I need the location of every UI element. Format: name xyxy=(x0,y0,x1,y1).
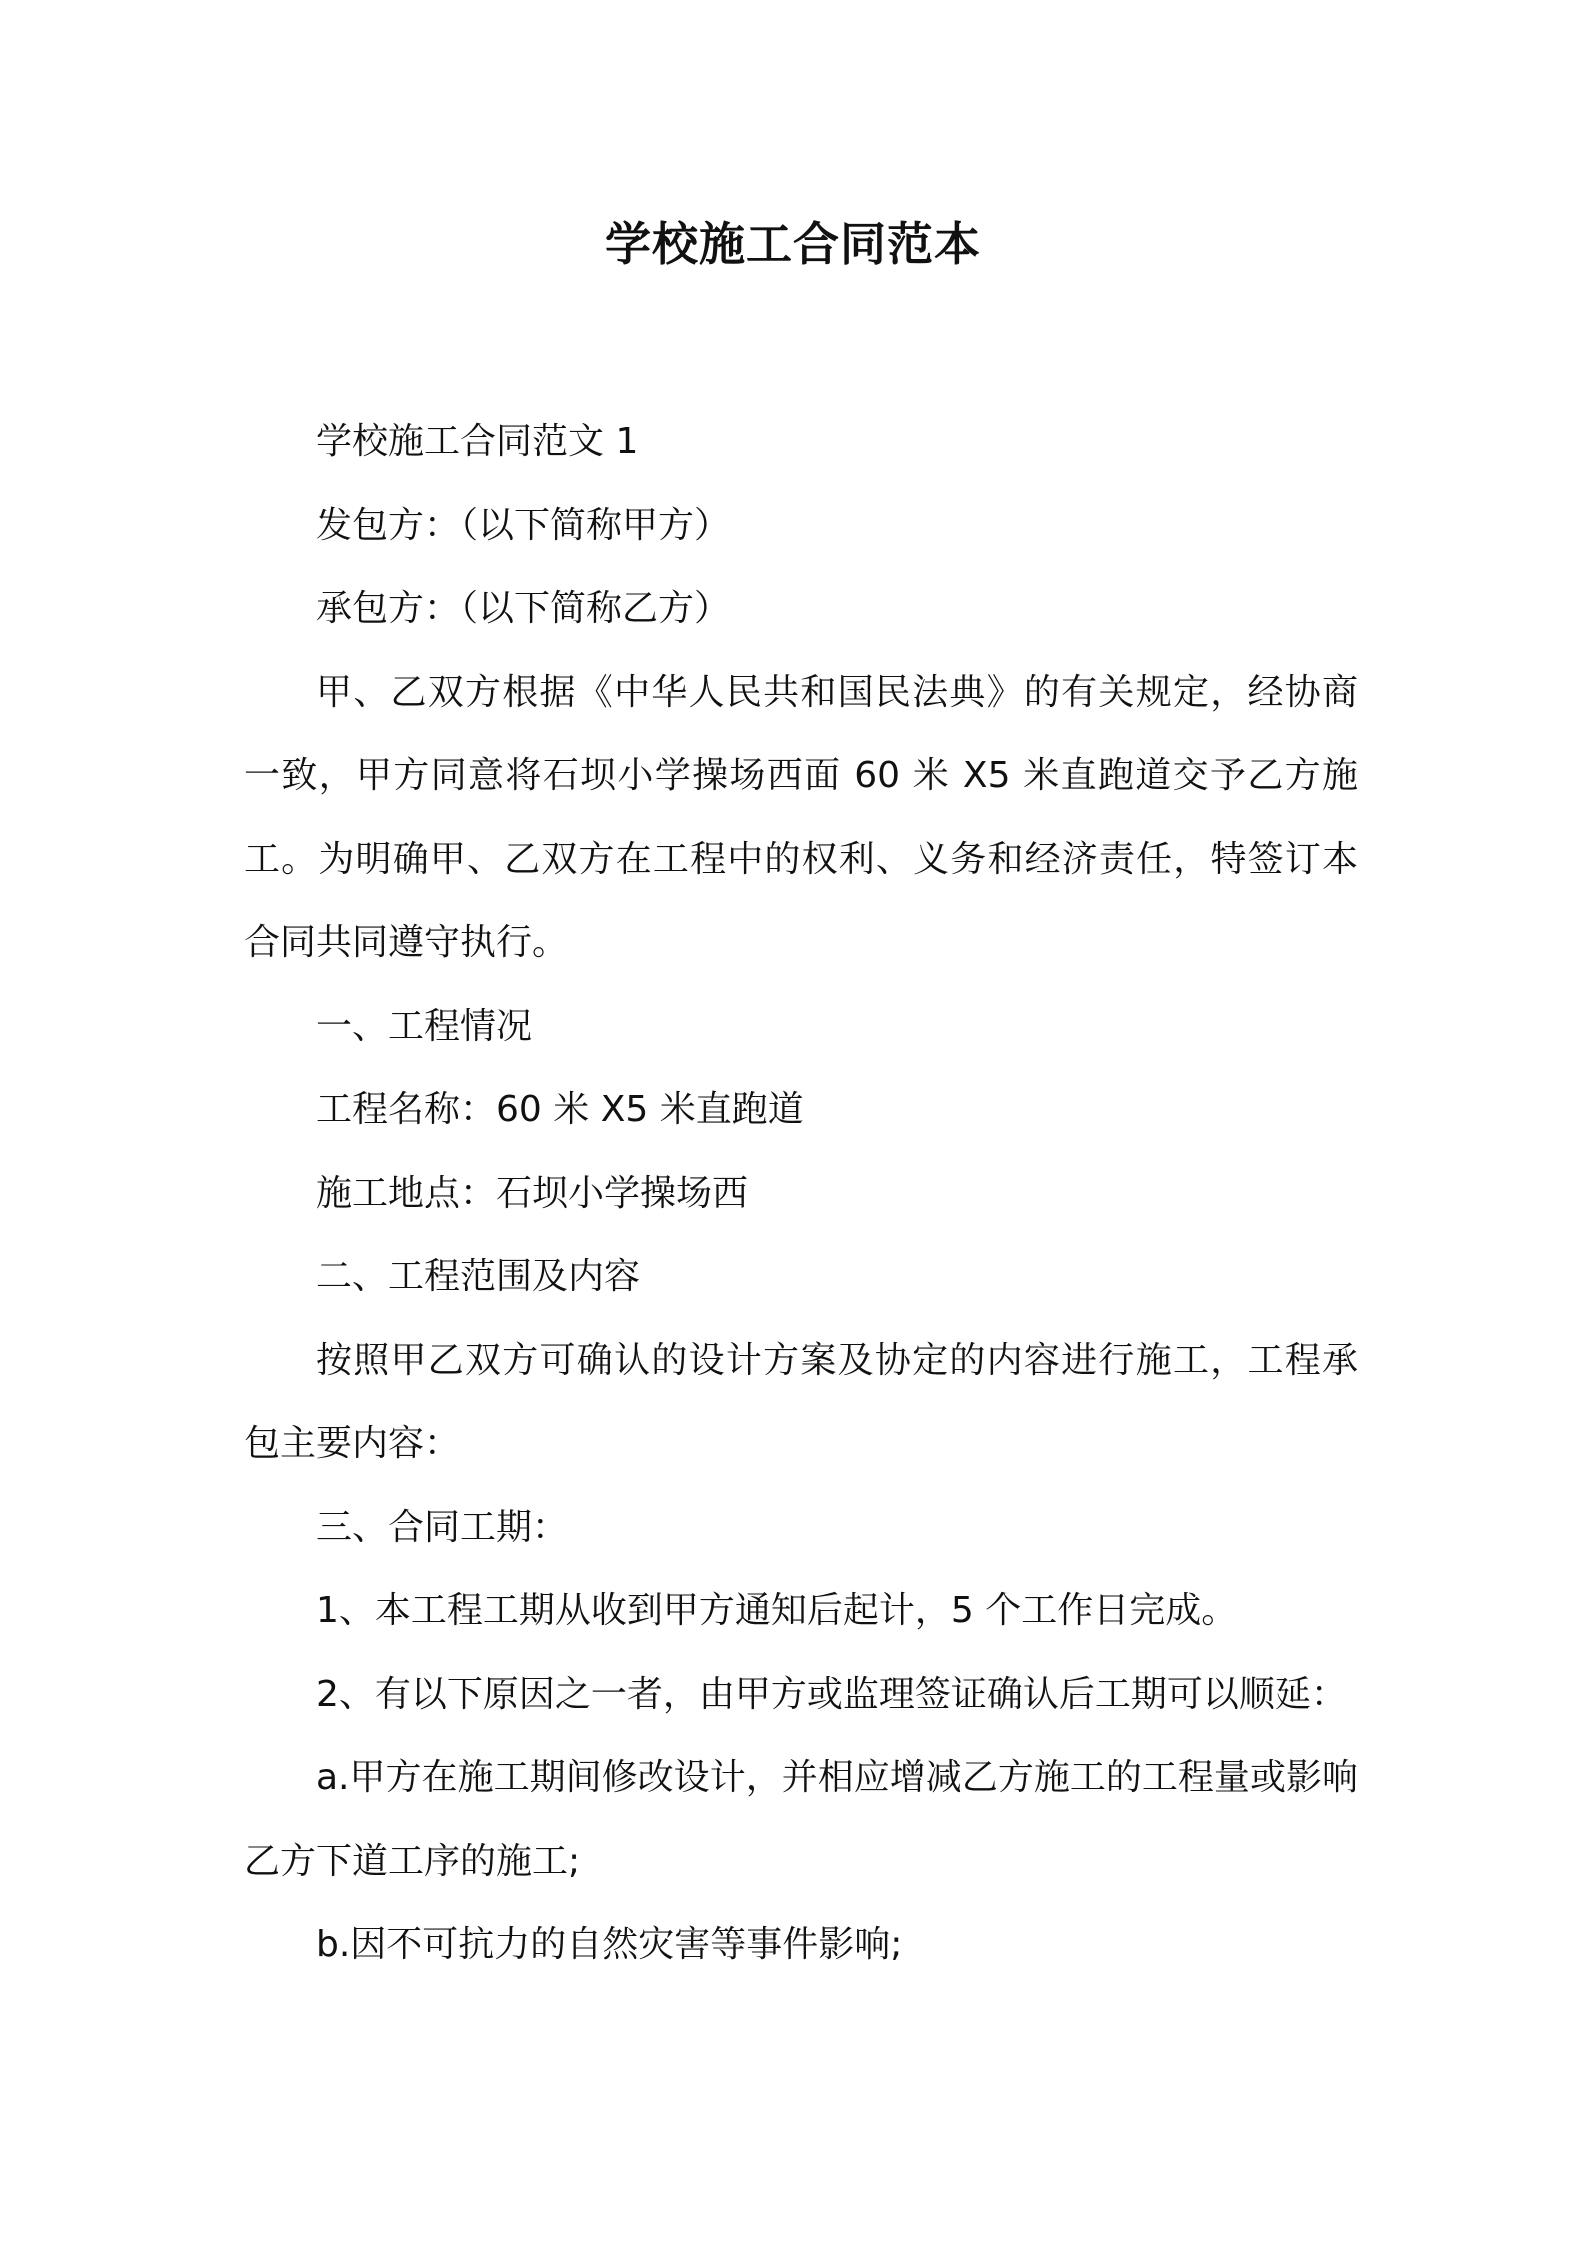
paragraph: b.因不可抗力的自然灾害等事件影响; xyxy=(316,1924,903,1965)
paragraph: 施工地点：石坝小学操场西 xyxy=(316,1172,749,1214)
paragraph: 发包方：（以下简称甲方） xyxy=(316,504,731,546)
document-body xyxy=(244,400,1358,1987)
paragraph: 工程名称：60 米 X5 米直跑道 xyxy=(316,1089,804,1130)
paragraph: 2、有以下原因之一者，由甲方或监理签证确认后工期可以顺延： xyxy=(316,1673,1347,1715)
document-title: 学校施工合同范本 xyxy=(605,217,981,271)
paragraph: 按照甲乙双方可确认的设计方案及协定的内容进行施工，工程承包主要内容： xyxy=(244,1339,1358,1464)
paragraph: 1、本工程工期从收到甲方通知后起计，5 个工作日完成。 xyxy=(316,1590,1238,1631)
section-heading: 一、工程情况 xyxy=(316,1005,533,1047)
paragraph: 学校施工合同范文 1 xyxy=(316,421,639,462)
section-heading: 三、合同工期： xyxy=(316,1506,569,1548)
paragraph: a.甲方在施工期间修改设计，并相应增减乙方施工的工程量或影响乙方下道工序的施工; xyxy=(244,1757,1358,1882)
paragraph: 承包方：（以下简称乙方） xyxy=(316,588,731,629)
paragraph: 甲、乙双方根据《中华人民共和国民法典》的有关规定，经协商一致，甲方同意将石坝小学操场西面 60 米 X5 米直跑道交予乙方施工。为明确甲、乙双方在工程中的权利、义务和经济责任，特签订本合同共同遵守执行。 xyxy=(244,671,1358,963)
section-heading: 二、工程范围及内容 xyxy=(316,1256,641,1297)
